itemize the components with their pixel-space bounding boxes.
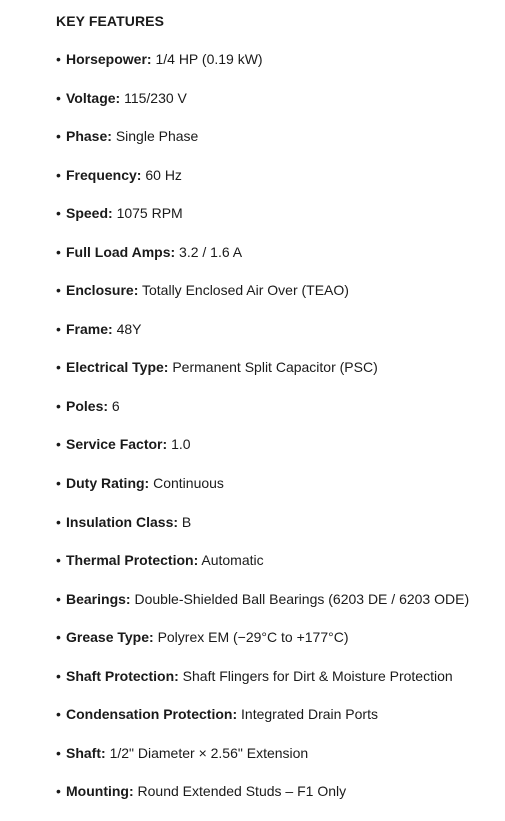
feature-item — [56, 667, 469, 706]
feature-item — [56, 89, 469, 128]
feature-label: Electrical Type: — [66, 359, 169, 376]
feature-value: 1/2" Diameter × 2.56" Extension — [109, 744, 309, 761]
feature-value: Totally Enclosed Air Over (TEAO) — [142, 282, 349, 299]
feature-value: 1.0 — [171, 436, 191, 453]
bullet: • — [56, 590, 61, 607]
feature-label: Speed: — [66, 205, 113, 222]
feature-value: Integrated Drain Ports — [241, 706, 378, 723]
feature-label: Grease Type: — [66, 629, 154, 646]
feature-value: 1075 RPM — [116, 205, 183, 222]
feature-item — [56, 551, 469, 590]
feature-label: Horsepower: — [66, 51, 152, 67]
feature-label: Duty Rating: — [66, 475, 150, 492]
bullet: • — [56, 359, 61, 376]
bullet: • — [56, 320, 61, 337]
feature-value: 6 — [111, 397, 120, 414]
feature-item — [56, 397, 469, 436]
feature-item — [56, 204, 469, 243]
bullet: • — [56, 706, 61, 723]
feature-item — [56, 243, 469, 282]
bullet: • — [56, 436, 61, 453]
feature-label: Full Load Amps: — [66, 243, 176, 260]
feature-value: 1/4 HP (0.19 kW) — [155, 51, 263, 67]
bullet: • — [56, 243, 61, 260]
feature-item — [56, 320, 469, 359]
bullet: • — [56, 552, 61, 569]
feature-value: Shaft Flingers for Dirt & Moisture Protection — [182, 667, 453, 684]
feature-value: Single Phase — [115, 128, 199, 145]
feature-value: Automatic — [201, 552, 264, 569]
bullet: • — [56, 629, 61, 646]
bullet: • — [56, 205, 61, 222]
bullet: • — [56, 783, 61, 800]
feature-label: Phase: — [66, 128, 112, 145]
feature-value: Permanent Split Capacitor (PSC) — [172, 359, 378, 376]
feature-value: 3.2 / 1.6 A — [179, 243, 243, 260]
feature-value: 115/230 V — [124, 89, 187, 106]
feature-item — [56, 705, 469, 744]
feature-item — [56, 435, 469, 474]
bullet: • — [56, 667, 61, 684]
feature-item — [56, 474, 469, 513]
feature-label: Thermal Protection: — [66, 552, 199, 569]
feature-label: Bearings: — [66, 590, 131, 607]
bullet: • — [56, 397, 61, 414]
feature-item — [56, 166, 469, 205]
feature-label: Mounting: — [66, 783, 134, 800]
feature-label: Shaft: — [66, 744, 106, 761]
section-heading: KEY FEATURES — [56, 13, 165, 29]
bullet: • — [56, 166, 61, 183]
bullet: • — [56, 128, 61, 145]
bullet: • — [56, 51, 61, 67]
feature-item — [56, 513, 469, 552]
bullet: • — [56, 89, 61, 106]
feature-item — [56, 281, 469, 320]
feature-label: Frequency: — [66, 166, 142, 183]
bullet: • — [56, 282, 61, 299]
feature-item — [56, 744, 469, 783]
bullet: • — [56, 744, 61, 761]
feature-label: Service Factor: — [66, 436, 168, 453]
feature-label: Poles: — [66, 397, 109, 414]
feature-value: 48Y — [116, 320, 142, 337]
feature-label: Shaft Protection: — [66, 667, 179, 684]
feature-item — [56, 127, 469, 166]
feature-item — [56, 50, 469, 89]
bullet: • — [56, 475, 61, 492]
feature-item — [56, 590, 469, 629]
feature-label: Insulation Class: — [66, 513, 179, 530]
feature-value: Round Extended Studs – F1 Only — [137, 783, 347, 800]
feature-label: Enclosure: — [66, 282, 139, 299]
feature-label: Voltage: — [66, 89, 121, 106]
feature-value: Continuous — [153, 475, 224, 492]
feature-item — [56, 782, 469, 821]
feature-value: Polyrex EM (−29°C to +177°C) — [157, 629, 349, 646]
bullet: • — [56, 513, 61, 530]
feature-list — [56, 50, 469, 821]
feature-item — [56, 358, 469, 397]
feature-label: Condensation Protection: — [66, 706, 238, 723]
feature-value: Double-Shielded Ball Bearings (6203 DE / 6203 ODE) — [134, 590, 470, 607]
feature-value: B — [181, 513, 192, 530]
feature-label: Frame: — [66, 320, 113, 337]
feature-item — [56, 628, 469, 667]
feature-value: 60 Hz — [145, 166, 182, 183]
